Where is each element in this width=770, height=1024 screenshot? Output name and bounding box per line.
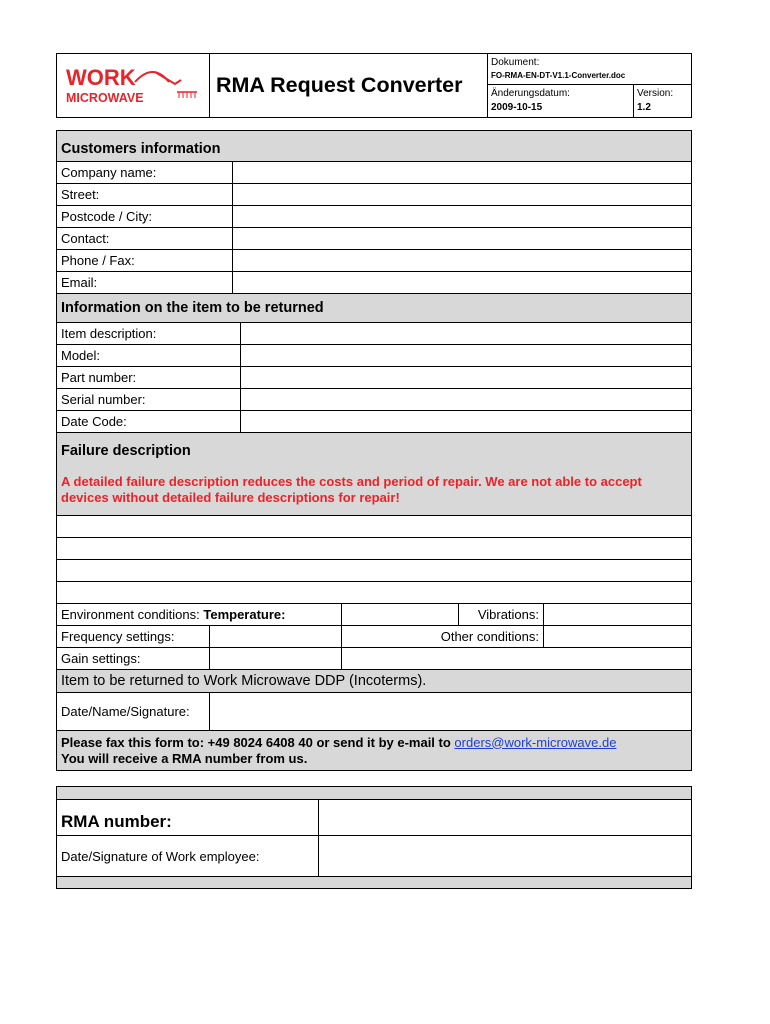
other-conditions-field[interactable] [544,626,692,648]
postcode-city-field[interactable] [233,206,692,228]
version-label: Version: [637,88,674,99]
employee-signature-field[interactable] [319,836,692,877]
rma-note: You will receive a RMA number from us. [61,750,308,766]
aenderung-label: Änderungsdatum: [491,88,570,99]
failure-line-1[interactable] [57,516,692,538]
temperature-field[interactable] [342,604,459,626]
failure-warning: A detailed failure description reduces the costs and period of repair. We are not able to accept devices without detailed failure descriptions for repair! [61,474,642,505]
gain-blank [342,648,692,670]
street-field[interactable] [233,184,692,206]
logo-cell [57,54,210,118]
fax-instructions [57,731,692,771]
rma-number-table [56,786,692,889]
failure-line-2[interactable] [57,538,692,560]
company-name-field[interactable] [233,162,692,184]
orders-email-link[interactable]: orders@work-microwave.de [454,734,617,750]
temperature-label: Temperature: [203,607,286,622]
page-title: RMA Request Converter [216,73,463,97]
dokument-value: FO-RMA-EN-DT-V1.1-Converter.doc [491,71,626,80]
failure-title: Failure description [61,443,191,459]
postcode-city-label: Postcode / City: [57,206,233,228]
item-description-label: Item description: [57,323,241,345]
rma-number-label: RMA number: [57,800,319,836]
vibrations-field[interactable] [544,604,692,626]
phone-fax-field[interactable] [233,250,692,272]
version-value: 1.2 [637,102,651,113]
model-field[interactable] [241,345,692,367]
failure-line-4[interactable] [57,582,692,604]
rma-form [56,130,692,771]
rma-number-field[interactable] [319,800,692,836]
gain-field[interactable] [210,648,342,670]
environment-cell [57,604,342,626]
aenderung-cell [488,85,634,118]
logo-text-bottom: MICROWAVE [66,91,144,105]
section-customers: Customers information [57,131,692,162]
fax-text: Please fax this form to: +49 8024 6408 40 or send it by e-mail to [61,734,455,750]
item-description-field[interactable] [241,323,692,345]
vibrations-label: Vibrations: [459,604,544,626]
street-label: Street: [57,184,233,206]
part-number-field[interactable] [241,367,692,389]
section-failure [57,433,692,516]
other-conditions-label: Other conditions: [342,626,544,648]
date-code-label: Date Code: [57,411,241,433]
logo-text-top: WORK [66,65,136,90]
company-name-label: Company name: [57,162,233,184]
date-code-field[interactable] [241,411,692,433]
phone-fax-label: Phone / Fax: [57,250,233,272]
rma-top-bar [57,787,692,800]
version-cell [634,85,692,118]
date-name-signature-field[interactable] [210,693,692,731]
section-item: Information on the item to be returned [57,294,692,323]
dokument-label: Dokument: [491,57,540,68]
frequency-label: Frequency settings: [57,626,210,648]
serial-number-field[interactable] [241,389,692,411]
environment-label: Environment conditions: [61,607,204,622]
rma-bottom-bar [57,877,692,889]
title-cell [210,54,488,118]
contact-label: Contact: [57,228,233,250]
part-number-label: Part number: [57,367,241,389]
dokument-cell [488,54,692,85]
work-microwave-logo [57,54,208,112]
email-label: Email: [57,272,233,294]
date-name-signature-label: Date/Name/Signature: [57,693,210,731]
failure-line-3[interactable] [57,560,692,582]
model-label: Model: [57,345,241,367]
document-header [56,53,692,118]
gain-label: Gain settings: [57,648,210,670]
aenderung-value: 2009-10-15 [491,102,543,113]
contact-field[interactable] [233,228,692,250]
email-field[interactable] [233,272,692,294]
employee-signature-label: Date/Signature of Work employee: [57,836,319,877]
section-return: Item to be returned to Work Microwave DDP (Incoterms). [57,670,692,693]
serial-number-label: Serial number: [57,389,241,411]
frequency-field[interactable] [210,626,342,648]
